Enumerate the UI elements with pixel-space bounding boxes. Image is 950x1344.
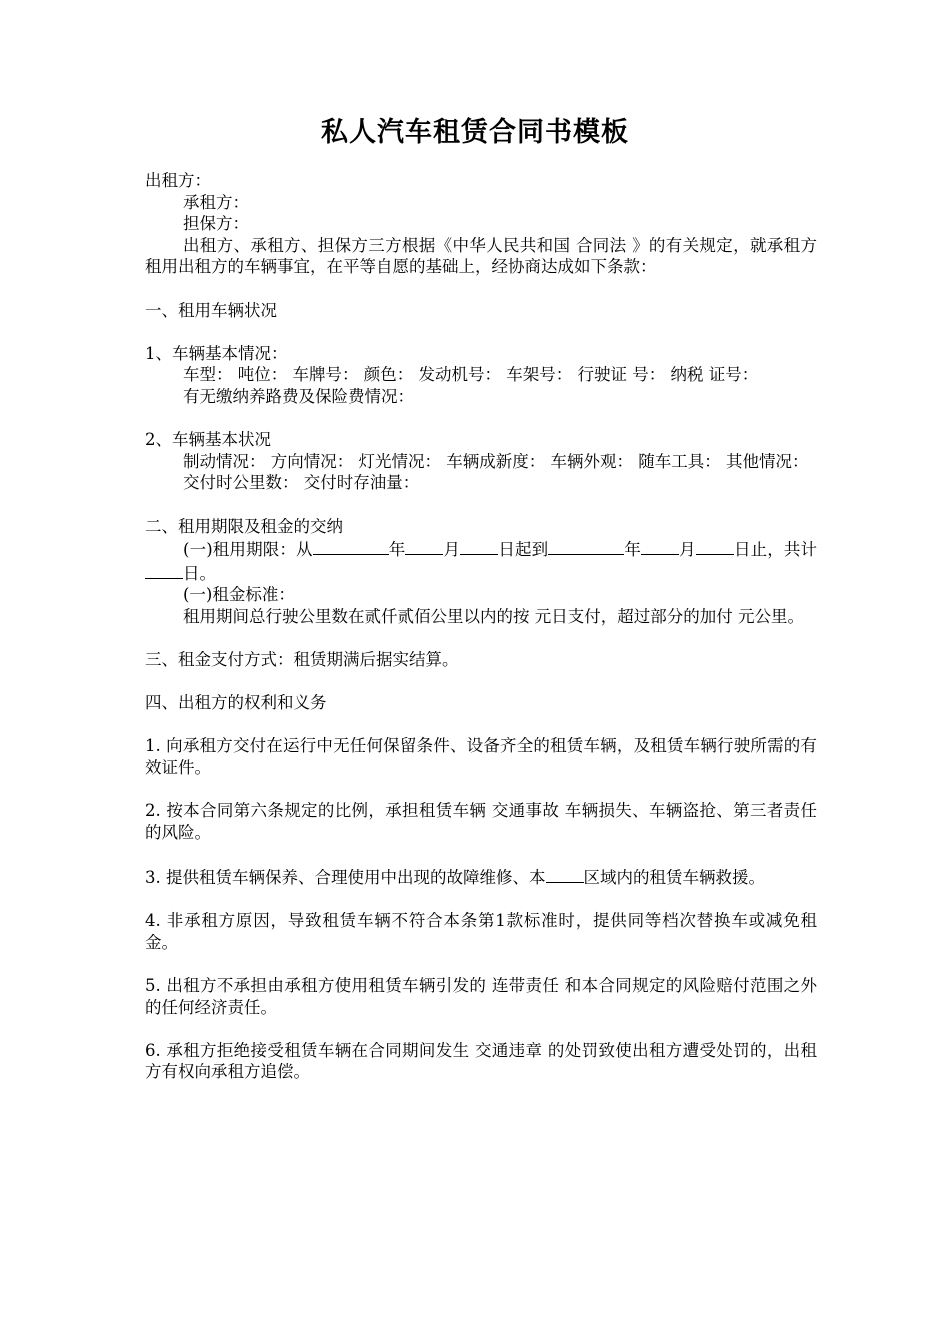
vehicle-info-fields: 车型： 吨位： 车牌号： 颜色： 发动机号： 车架号： 行驶证 号： 纳税 证号：: [183, 365, 759, 385]
term-days: 日。: [183, 563, 216, 583]
vehicle-condition-fields: 制动情况： 方向情况： 灯光情况： 车辆成新度： 车辆外观： 随车工具： 其他情况：: [183, 451, 809, 471]
blank-region: [546, 865, 584, 883]
section1-item1-heading: 1、车辆基本情况：: [145, 343, 288, 363]
section1-heading: 一、租用车辆状况: [145, 300, 277, 320]
blank-end-day: [696, 537, 734, 555]
spacer: [145, 278, 817, 300]
blank-end-year: [548, 537, 624, 555]
blank-end-month: [641, 537, 679, 555]
section4-item-1: 1. 向承租方交付在运行中无任何保留条件、设备齐全的租赁车辆，及租赁车辆行驶所需的有效证件。: [145, 736, 817, 778]
rent-standard-heading: (一)租金标准：: [183, 585, 295, 605]
item3-prefix: 3. 提供租赁车辆保养、合理使用中出现的故障维修、本: [145, 868, 546, 887]
section2-heading: 二、租用期限及租金的交纳: [145, 516, 343, 536]
document-title: 私人汽车租赁合同书模板: [321, 117, 629, 148]
term-prefix: (一)租用期限：从: [183, 540, 313, 560]
document-body: [145, 170, 817, 1083]
term-day1: 日起到: [498, 540, 549, 560]
guarantor-line: 担保方：: [183, 214, 249, 234]
section4-item-3: [145, 865, 817, 889]
delivery-line: 交付时公里数： 交付时存油量：: [183, 473, 420, 493]
spacer: [145, 953, 817, 975]
section4-item-5: 5. 出租方不承担由承租方使用租赁车辆引发的 连带责任 和本合同规定的风险赔付范围之外的任何经济责任。: [145, 975, 817, 1017]
spacer: [145, 889, 817, 911]
rental-term-paragraph: [145, 537, 817, 584]
intro-paragraph: 出租方、承租方、担保方三方根据《中华人民共和国 合同法 》的有关规定，就承租方租用出租方的车辆事宜，在平等自愿的基础上，经协商达成如下条款：: [145, 235, 817, 277]
section3-text: 三、租金支付方式：租赁期满后据实结算。: [145, 650, 459, 670]
section4-item-4: 4. 非承租方原因，导致租赁车辆不符合本条第1款标准时，提供同等档次替换车或减免租金。: [145, 911, 817, 952]
spacer: [145, 627, 817, 649]
section4-heading: 四、出租方的权利和义务: [145, 693, 327, 713]
section1-item2-heading: 2、车辆基本状况: [145, 430, 271, 450]
term-year2: 年: [624, 540, 642, 560]
spacer: [145, 494, 817, 516]
blank-total-days: [145, 561, 183, 579]
spacer: [145, 779, 817, 801]
lessor-line: 出租方：: [145, 171, 211, 190]
blank-start-day: [460, 537, 498, 555]
blank-start-month: [405, 537, 443, 555]
lessee-line: 承租方：: [183, 192, 249, 212]
spacer: [145, 843, 817, 865]
blank-start-year: [313, 537, 389, 555]
spacer: [145, 714, 817, 736]
rent-standard-text: 租用期间总行驶公里数在贰仟贰佰公里以内的按 元日支付，超过部分的加付 元公里。: [183, 606, 804, 626]
vehicle-fees-line: 有无缴纳养路费及保险费情况：: [183, 386, 414, 406]
term-year1: 年: [388, 540, 406, 560]
item3-suffix: 区域内的租赁车辆救援。: [583, 868, 765, 887]
spacer: [145, 1018, 817, 1040]
spacer: [145, 321, 817, 343]
term-day2: 日止，共计: [733, 540, 818, 560]
spacer: [145, 408, 817, 430]
spacer: [145, 671, 817, 693]
section4-item-6: 6. 承租方拒绝接受租赁车辆在合同期间发生 交通违章 的处罚致使出租方遭受处罚的，出租方有权向承租方追偿。: [145, 1040, 817, 1082]
term-month1: 月: [443, 540, 461, 560]
section4-item-2: 2. 按本合同第六条规定的比例，承担租赁车辆 交通事故 车辆损失、车辆盗抢、第三者责任的风险。: [145, 801, 817, 842]
term-month2: 月: [679, 540, 696, 560]
